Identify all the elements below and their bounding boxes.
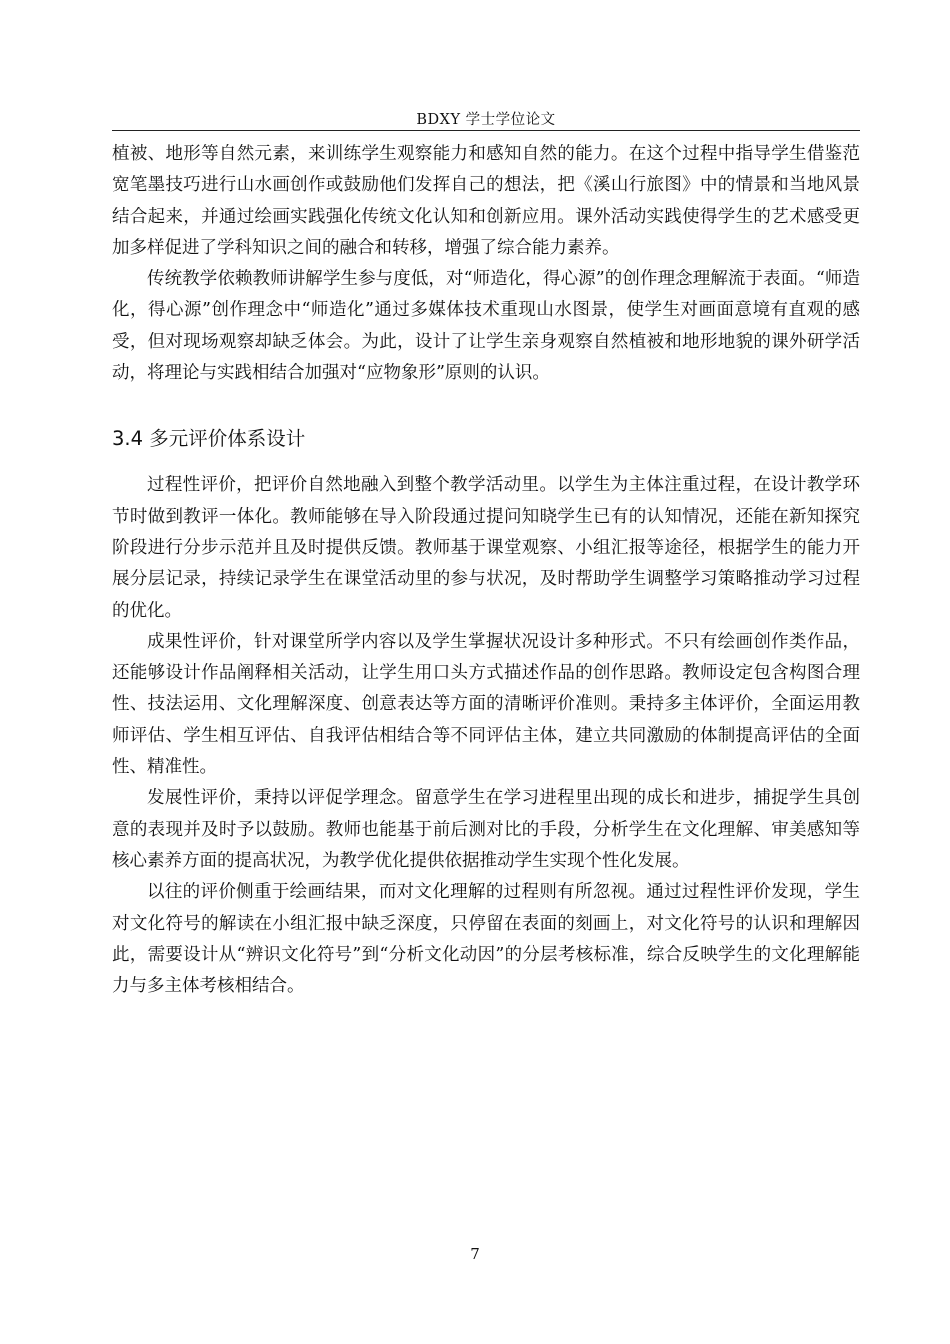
paragraph: 发展性评价，秉持以评促学理念。留意学生在学习进程里出现的成长和进步，捕捉学生具创意的表现并及时予以鼓励。教师也能基于前后测对比的手段，分析学生在文化理解、审美感知等核心素养方面的提高状况，为教学优化提供依据推动学生实现个性化发展。 [112, 788, 860, 871]
paragraph: 成果性评价，针对课堂所学内容以及学生掌握状况设计多种形式。不只有绘画创作类作品，还能够设计作品阐释相关活动，让学生用口头方式描述作品的创作思路。教师设定包含构图合理性、技法运用、文化理解深度、创意表达等方面的清晰评价准则。秉持多主体评价，全面运用教师评估、学生相互评估、自我评估相结合等不同评估主体，建立共同激励的体制提高评估的全面性、精准性。 [112, 631, 860, 778]
paragraph: 过程性评价，把评价自然地融入到整个教学活动里。以学生为主体注重过程，在设计教学环节时做到教评一体化。教师能够在导入阶段通过提问知晓学生已有的认知情况，还能在新知探究阶段进行分步示范并且及时提供反馈。教师基于课堂观察、小组汇报等途径，根据学生的能力开展分层记录，持续记录学生在课堂活动里的参与状况，及时帮助学生调整学习策略推动学习过程的优化。 [112, 475, 860, 621]
page-header [112, 104, 860, 131]
paragraph: 传统教学依赖教师讲解学生参与度低，对“师造化，得心源”的创作理念理解流于表面。“师造化，得心源”创作理念中“师造化”通过多媒体技术重现山水图景，使学生对画面意境有直观的感受，但对现场观察却缺乏体会。为此，设计了让学生亲身观察自然植被和地形地貌的课外研学活动，将理论与实践相结合加强对“应物象形”原则的认识。 [112, 269, 860, 384]
document-body [112, 139, 860, 1002]
header-title: BDXY 学士学位论文 [416, 112, 556, 128]
section-heading [112, 424, 860, 454]
paragraph-continued: 植被、地形等自然元素，来训练学生观察能力和感知自然的能力。在这个过程中指导学生借鉴范宽笔墨技巧进行山水画创作或鼓励他们发挥自己的想法，把《溪山行旅图》中的情景和当地风景结合起来，并通过绘画实践强化传统文化认知和创新应用。课外活动实践使得学生的艺术感受更加多样促进了学科知识之间的融合和转移，增强了综合能力素养。 [112, 144, 860, 258]
page-number: 7 [470, 1245, 480, 1263]
paragraph: 以往的评价侧重于绘画结果，而对文化理解的过程则有所忽视。通过过程性评价发现，学生对文化符号的解读在小组汇报中缺乏深度，只停留在表面的刻画上，对文化符号的认识和理解因此，需要设计从“辨识文化符号”到“分析文化动因”的分层考核标准，综合反映学生的文化理解能力与多主体考核相结合。 [112, 882, 860, 997]
section-title: 多元评价体系设计 [149, 427, 306, 451]
section-number: 3.4 [112, 427, 144, 451]
